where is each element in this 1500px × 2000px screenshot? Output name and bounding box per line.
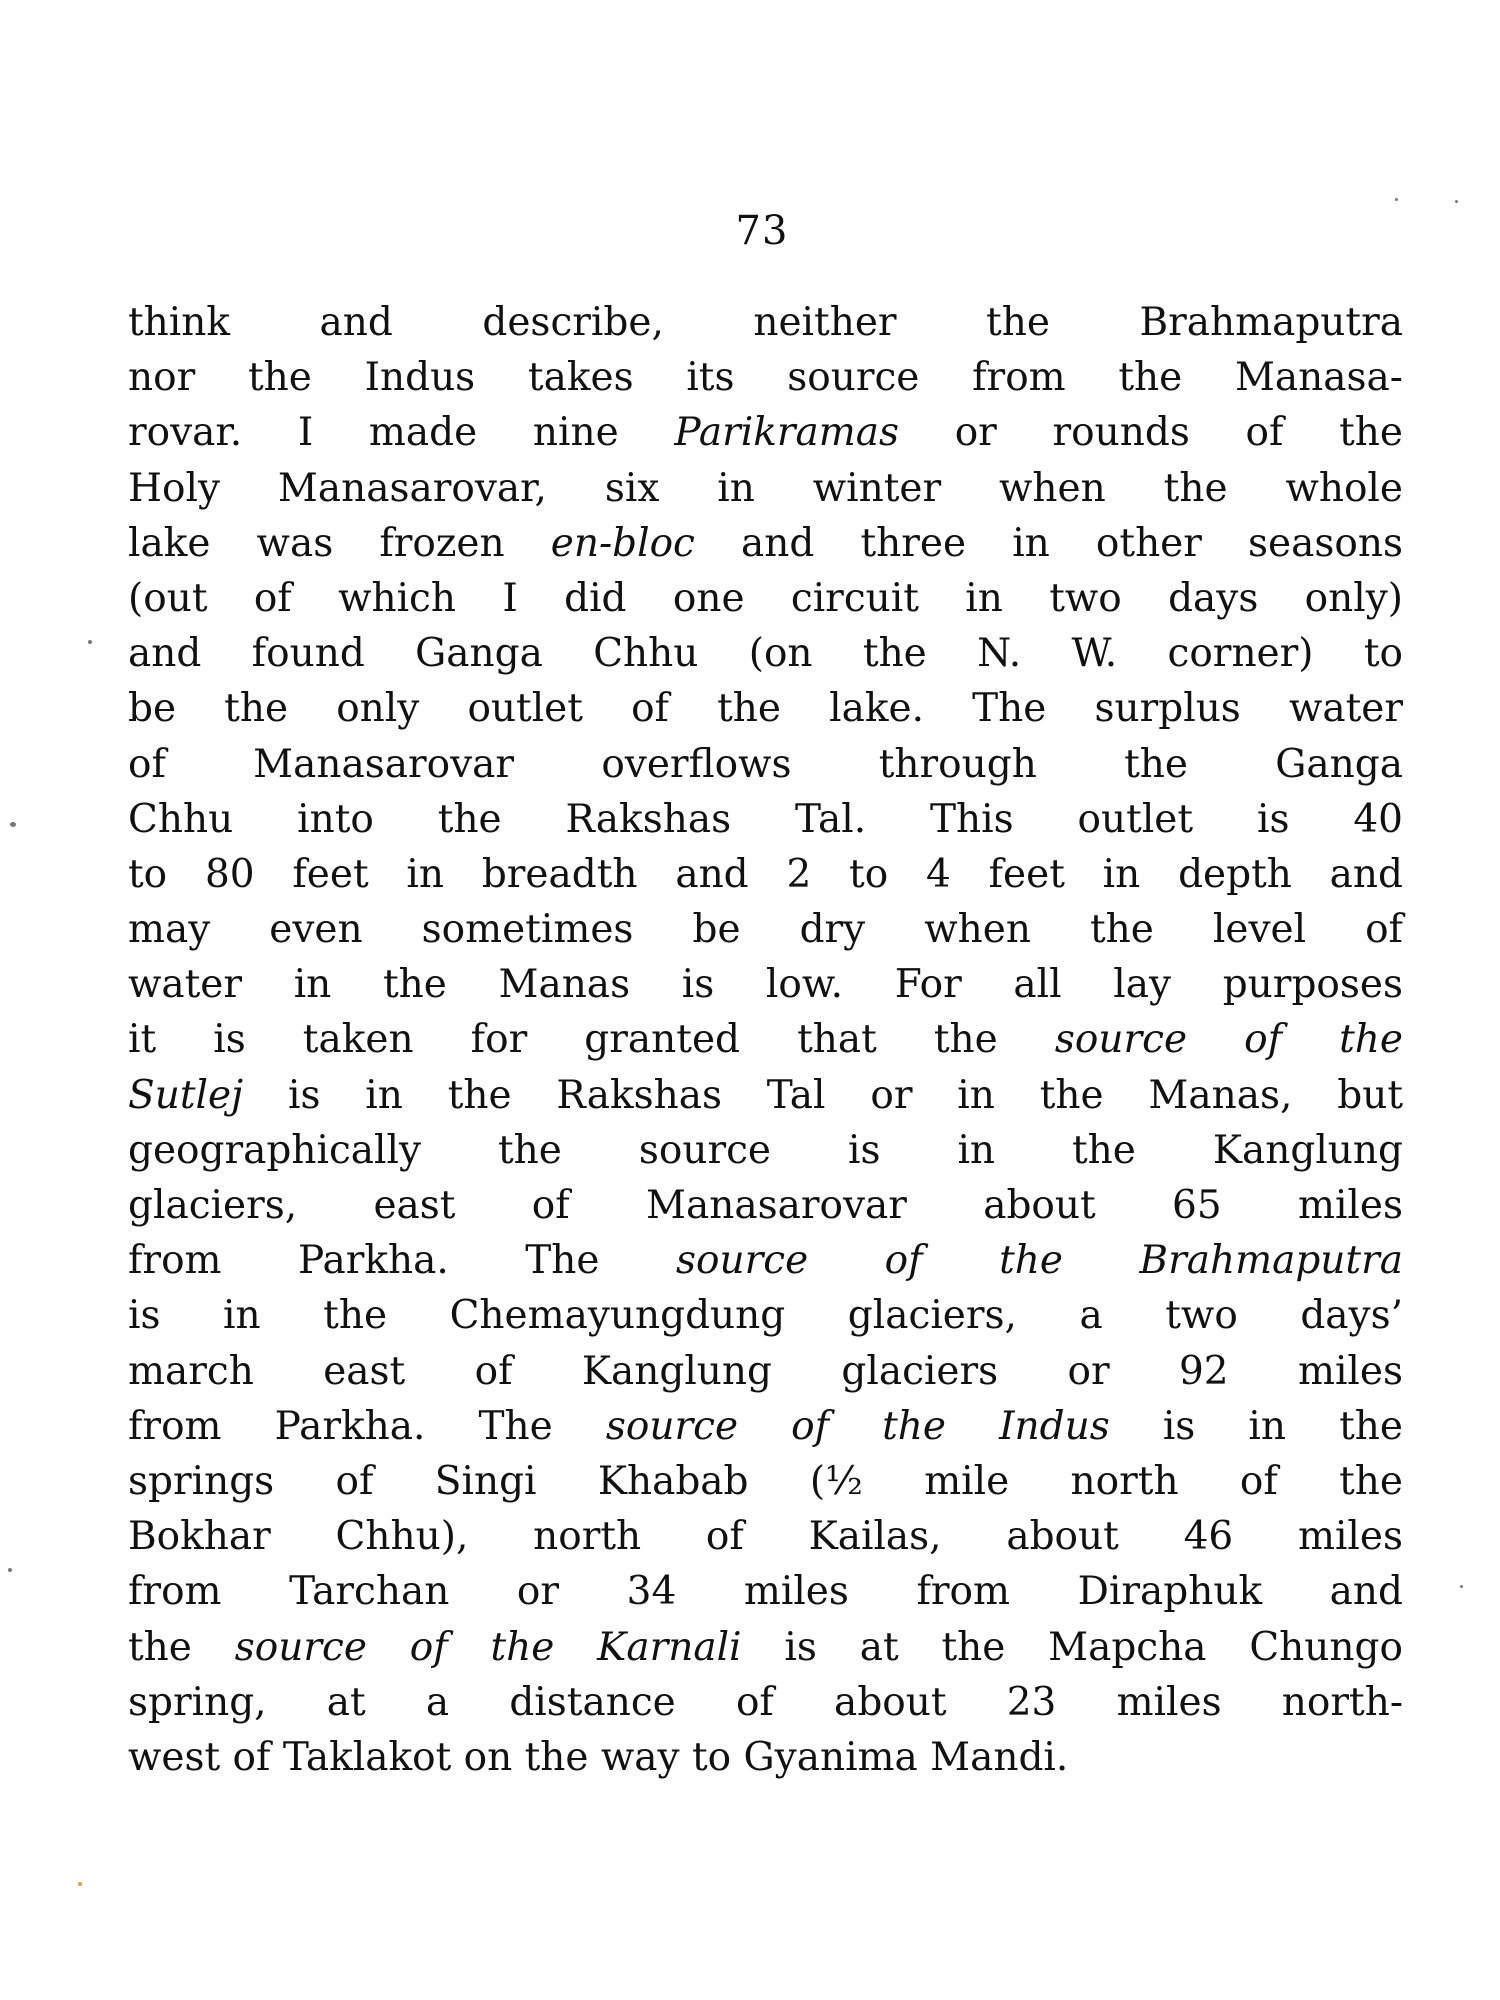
- text-line: [128, 1454, 1403, 1509]
- line-text: from Parkha. The: [128, 1403, 606, 1449]
- scan-speck: [1395, 198, 1398, 201]
- line-text: rovar. I made nine: [128, 410, 675, 456]
- line-text: to 80 feet in breadth and 2 to 4 feet in depth and: [128, 851, 1403, 897]
- line-text: west of Taklakot on the way to Gyanima Mandi.: [128, 1734, 1069, 1780]
- text-line: [128, 1288, 1403, 1343]
- line-text: may even sometimes be dry when the level of: [128, 907, 1403, 953]
- line-text: springs of Singi Khabab (½ mile north of the: [128, 1458, 1403, 1504]
- text-line: [128, 1068, 1403, 1123]
- line-text: geographically the source is in the Kanglung: [128, 1127, 1403, 1173]
- text-line: [128, 957, 1403, 1012]
- line-text: is in the Rakshas Tal or in the Manas, but: [243, 1072, 1403, 1118]
- line-text: nor the Indus takes its source from the Manasa-: [128, 355, 1403, 401]
- line-text: from Parkha. The: [128, 1238, 676, 1284]
- text-line: [128, 847, 1403, 902]
- line-text: is in the: [1109, 1403, 1403, 1449]
- scan-speck: [8, 1568, 12, 1572]
- scan-speck: [1460, 1585, 1463, 1588]
- line-text: it is taken for granted that the: [128, 1017, 1055, 1063]
- body-text: [128, 295, 1403, 1785]
- italic-phrase: Sutlej: [128, 1072, 244, 1118]
- italic-phrase: source of the Indus: [605, 1403, 1110, 1449]
- line-text: think and describe, neither the Brahmaputra: [128, 300, 1403, 345]
- scan-speck: [10, 822, 16, 827]
- text-line: [128, 295, 1403, 350]
- text-line: [128, 571, 1403, 626]
- text-line: [128, 1675, 1403, 1730]
- text-line: [128, 1233, 1403, 1288]
- text-line: [128, 1730, 1403, 1785]
- text-line: [128, 1123, 1403, 1178]
- scan-speck: [88, 640, 92, 644]
- text-line: [128, 1178, 1403, 1233]
- text-line: [128, 737, 1403, 792]
- line-text: glaciers, east of Manasarovar about 65 miles: [128, 1183, 1403, 1228]
- line-text: is at the Mapcha Chungo: [741, 1624, 1403, 1670]
- text-line: [128, 1620, 1403, 1675]
- line-text: lake was frozen: [128, 520, 551, 566]
- line-text: is in the Chemayungdung glaciers, a two days’: [128, 1293, 1403, 1339]
- line-text: be the only outlet of the lake. The surplus water: [128, 686, 1403, 732]
- line-text: (out of which I did one circuit in two days only): [128, 575, 1403, 621]
- text-line: [128, 1399, 1403, 1454]
- text-line: [128, 1509, 1403, 1564]
- line-text: from Tarchan or 34 miles from Diraphuk and: [128, 1569, 1403, 1615]
- scan-speck: [1455, 200, 1458, 203]
- text-line: [128, 516, 1403, 571]
- text-line: [128, 461, 1403, 516]
- text-line: [128, 350, 1403, 405]
- text-line: [128, 1564, 1403, 1619]
- text-line: [128, 626, 1403, 681]
- italic-phrase: source of the: [1054, 1017, 1403, 1063]
- line-text: Bokhar Chhu), north of Kailas, about 46 miles: [128, 1514, 1403, 1560]
- line-text: the: [128, 1624, 235, 1670]
- text-line: [128, 405, 1403, 460]
- scan-speck: [78, 1882, 82, 1886]
- text-line: [128, 1344, 1403, 1399]
- line-text: march east of Kanglung glaciers or 92 miles: [128, 1348, 1403, 1394]
- italic-phrase: Parikramas: [674, 410, 900, 456]
- italic-phrase: en-bloc: [550, 520, 695, 566]
- line-text: or rounds of the: [899, 410, 1403, 456]
- italic-phrase: source of the Karnali: [234, 1624, 742, 1670]
- line-text: Holy Manasarovar, six in winter when the whole: [128, 465, 1403, 511]
- text-line: [128, 792, 1403, 847]
- text-line: [128, 1012, 1403, 1067]
- line-text: and three in other seasons: [694, 520, 1403, 566]
- line-text: of Manasarovar overflows through the Ganga: [128, 741, 1403, 787]
- line-text: spring, at a distance of about 23 miles north-: [128, 1679, 1403, 1725]
- line-text: Chhu into the Rakshas Tal. This outlet is 40: [128, 796, 1403, 842]
- line-text: and found Ganga Chhu (on the N. W. corner) to: [128, 631, 1403, 677]
- text-line: [128, 681, 1403, 736]
- italic-phrase: source of the Brahmaputra: [676, 1238, 1403, 1284]
- page-number: 73: [735, 208, 789, 254]
- text-line: [128, 902, 1403, 957]
- line-text: water in the Manas is low. For all lay purposes: [128, 962, 1403, 1008]
